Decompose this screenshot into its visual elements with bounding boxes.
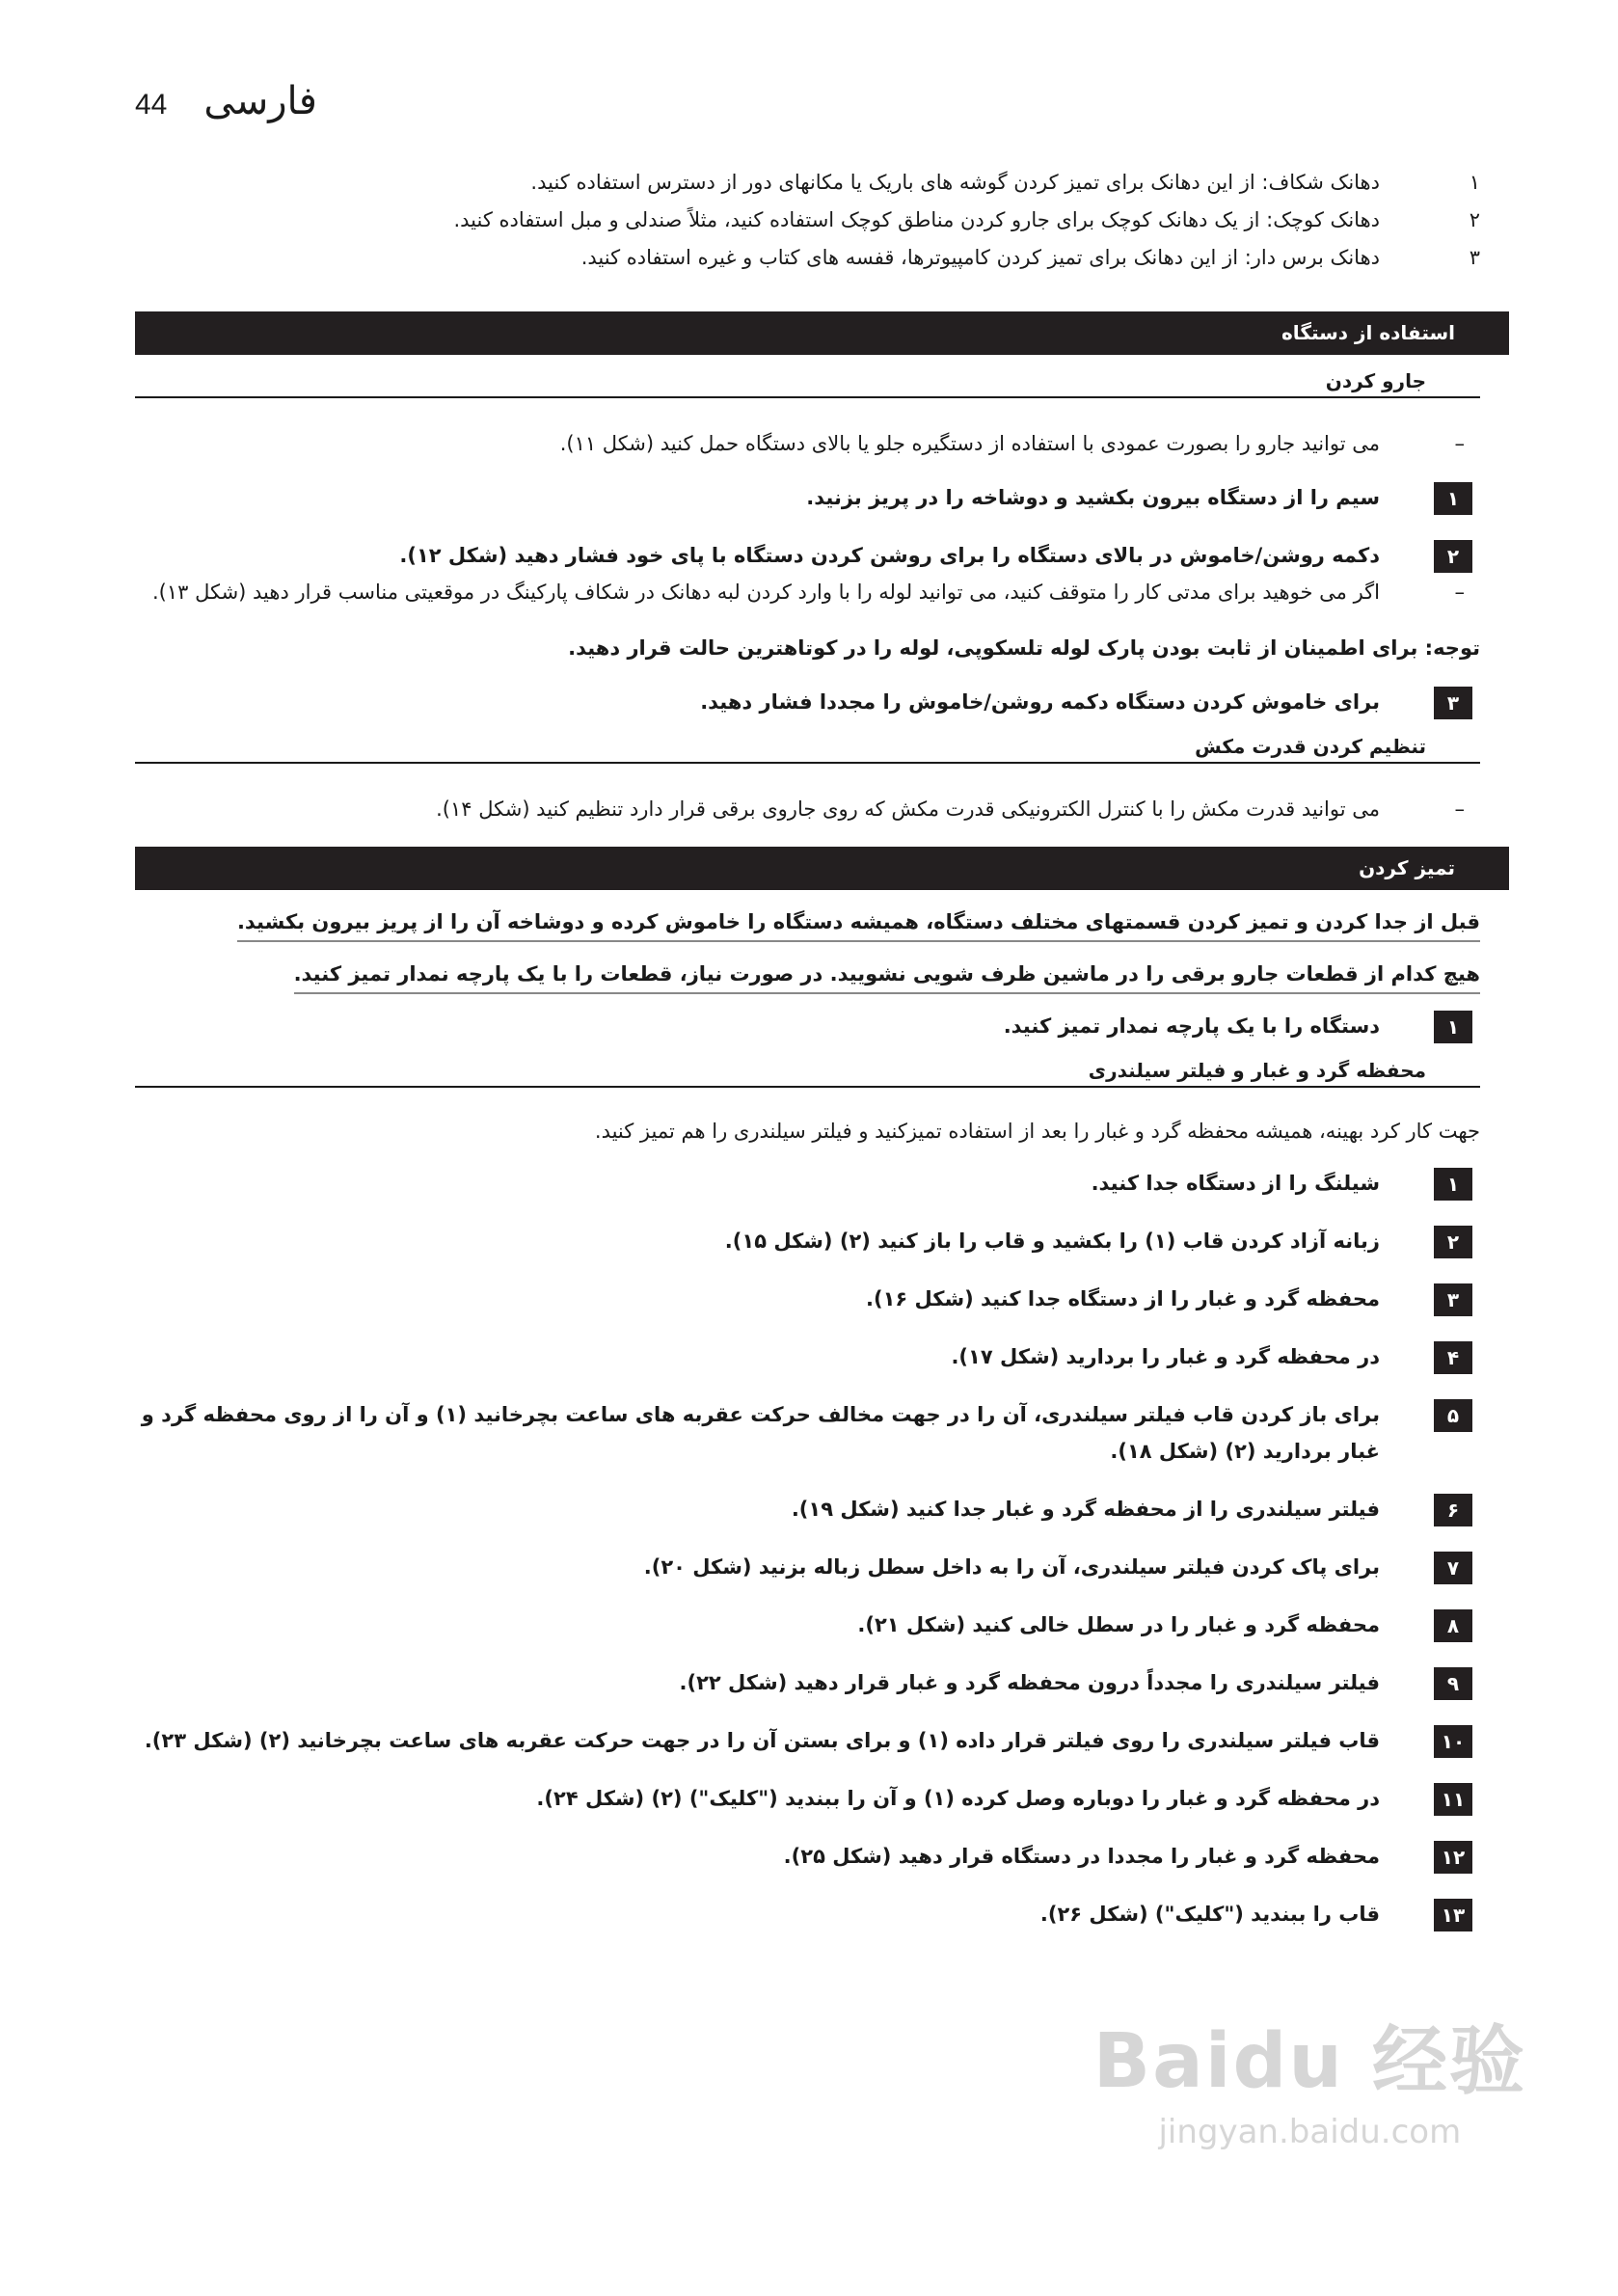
section-header-use: استفاده از دستگاه	[135, 311, 1509, 355]
paragraph: جهت کار کرد بهینه، همیشه محفظه گرد و غبار را بعد از استفاده تمیزکنید و فیلتر سیلندری را هم تمیز کنید.	[594, 1120, 1480, 1143]
step-item: ۱۰ قاب فیلتر سیلندری را روی فیلتر قرار داده (۱) و برای بستن آن را در جهت حرکت عقربه های ساعت بچرخانید (۲) (شکل ۲۳).	[135, 1722, 1480, 1759]
step-number-badge: ۱	[1434, 1168, 1472, 1201]
subsection-header-suction: تنظیم کردن قدرت مکش	[135, 720, 1480, 764]
warning-text: هیچ کدام از قطعات جارو برقی را در ماشین ظرف شویی نشویید. در صورت نیاز، قطعات را با یک پارچه نمدار تمیز کنید.	[294, 956, 1480, 994]
step-number-badge: ۶	[1434, 1494, 1472, 1526]
page-number: 44	[135, 89, 168, 121]
dust-steps-list	[135, 1149, 1480, 1932]
step-item: ۲ زبانه آزاد کردن قاب (۱) را بکشید و قاب را باز کنید (۲) (شکل ۱۵).	[135, 1223, 1480, 1259]
list-item: ۲ دهانک کوچک: از یک دهانک کوچک برای جارو کردن مناطق کوچک استفاده کنید، مثلاً صندلی و مبل استفاده کنید.	[453, 208, 1480, 231]
watermark	[1093, 2001, 1526, 2151]
list-item: ۳ دهانک برس دار: از این دهانک برای تمیز کردن کامپیوترها، قفسه های کتاب و غیره استفاده کنید.	[580, 246, 1480, 269]
step-number-badge: ۱	[1434, 1011, 1472, 1043]
step-number-badge: ۱۲	[1434, 1841, 1472, 1874]
step-number-badge: ۵	[1434, 1399, 1472, 1432]
step-item: ۹ فیلتر سیلندری را مجدداً درون محفظه گرد و غبار قرار دهید (شکل ۲۲).	[135, 1664, 1480, 1701]
step-item: ۲ دکمه روشن/خاموش در بالای دستگاه را برای روشن کردن دستگاه با پای خود فشار دهید (شکل ۱۲).	[135, 537, 1480, 574]
step-item: ۱ شیلنگ را از دستگاه جدا کنید.	[135, 1165, 1480, 1202]
step-number-badge: ۱	[1434, 482, 1472, 515]
step-item: ۶ فیلتر سیلندری را از محفظه گرد و غبار جدا کنید (شکل ۱۹).	[135, 1491, 1480, 1527]
step-number-badge: ۹	[1434, 1667, 1472, 1700]
step-item: ۱۱ در محفظه گرد و غبار را دوباره وصل کرده (۱) و آن را ببندید ("کلیک") (۲) (شکل ۲۴).	[135, 1780, 1480, 1817]
bullet-item: – اگر می خوهید برای مدتی کار را متوقف کنید، می توانید لوله را با وارد کردن لبه دهانک در شکاف پارکینگ در موقعیتی مناسب قرار دهید (شکل ۱۳).	[151, 581, 1465, 604]
step-number-badge: ۸	[1434, 1609, 1472, 1642]
section-header-cleaning: تمیز کردن	[135, 847, 1509, 890]
watermark-logo: Baidu 经验	[1092, 2018, 1526, 2105]
step-item: ۴ در محفظه گرد و غبار را بردارید (شکل ۱۷).	[135, 1338, 1480, 1375]
step-number-badge: ۷	[1434, 1552, 1472, 1584]
step-number-badge: ۴	[1434, 1341, 1472, 1374]
bullet-item: – می توانید قدرت مکش را با کنترل الکترونیکی قدرت مکش که روی جاروی برقی قرار دارد تنظیم کنید (شکل ۱۴).	[436, 797, 1465, 821]
intro-list	[135, 164, 1480, 277]
step-item: ۳ محفظه گرد و غبار را از دستگاه جدا کنید (شکل ۱۶).	[135, 1281, 1480, 1317]
step-item: ۷ برای پاک کردن فیلتر سیلندری، آن را به داخل سطل زباله بزنید (شکل ۲۰).	[135, 1549, 1480, 1585]
step-item: ۱ سیم را از دستگاه بیرون بکشید و دوشاخه را در پریز بزنید.	[135, 479, 1480, 516]
step-number-badge: ۲	[1434, 1226, 1472, 1258]
list-item: ۱ دهانک شکاف: از این دهانک برای تمیز کردن گوشه های باریک یا مکانهای دور از دسترس استفاده کنید.	[530, 171, 1480, 194]
page-content	[135, 164, 1480, 1932]
step-item: ۱۳ قاب را ببندید ("کلیک") (شکل ۲۶).	[135, 1896, 1480, 1932]
subsection-header-vacuuming: جارو کردن	[135, 355, 1480, 398]
page-header	[135, 79, 317, 123]
step-item: ۵ برای باز کردن قاب فیلتر سیلندری، آن را در جهت مخالف حرکت عقربه های ساعت بچرخانید (۱) و آن را از روی محفظه گرد و غبار بردارید (۲) (شکل ۱۸).	[135, 1396, 1480, 1470]
step-item: ۱۲ محفظه گرد و غبار را مجددا در دستگاه قرار دهید (شکل ۲۵).	[135, 1838, 1480, 1875]
step-number-badge: ۲	[1434, 540, 1472, 573]
step-number-badge: ۳	[1434, 1283, 1472, 1316]
step-number-badge: ۱۳	[1434, 1899, 1472, 1931]
warning-text: قبل از جدا کردن و تمیز کردن قسمتهای مختلف دستگاه، همیشه دستگاه را خاموش کرده و دوشاخه آن را از پریز بیرون بکشید.	[237, 904, 1480, 942]
step-number-badge: ۱۰	[1434, 1725, 1472, 1758]
note-text: توجه: برای اطمینان از ثابت بودن پارک لوله تلسکوپی، لوله را در کوتاهترین حالت قرار دهید.	[568, 636, 1480, 660]
subsection-header-dust: محفظه گرد و غبار و فیلتر سیلندری	[135, 1044, 1480, 1088]
language-title: فارسی	[203, 79, 317, 123]
step-item: ۱ دستگاه را با یک پارچه نمدار تمیز کنید.	[135, 1008, 1480, 1044]
step-number-badge: ۳	[1434, 687, 1472, 719]
step-item: ۳ برای خاموش کردن دستگاه دکمه روشن/خاموش را مجددا فشار دهید.	[135, 684, 1480, 720]
watermark-url: jingyan.baidu.com	[1158, 2113, 1462, 2151]
step-item: ۸ محفظه گرد و غبار را در سطل خالی کنید (شکل ۲۱).	[135, 1607, 1480, 1643]
step-number-badge: ۱۱	[1434, 1783, 1472, 1816]
bullet-item: – می توانید جارو را بصورت عمودی با استفاده از دستگیره جلو یا بالای دستگاه حمل کنید (شکل ۱۱).	[559, 432, 1465, 455]
